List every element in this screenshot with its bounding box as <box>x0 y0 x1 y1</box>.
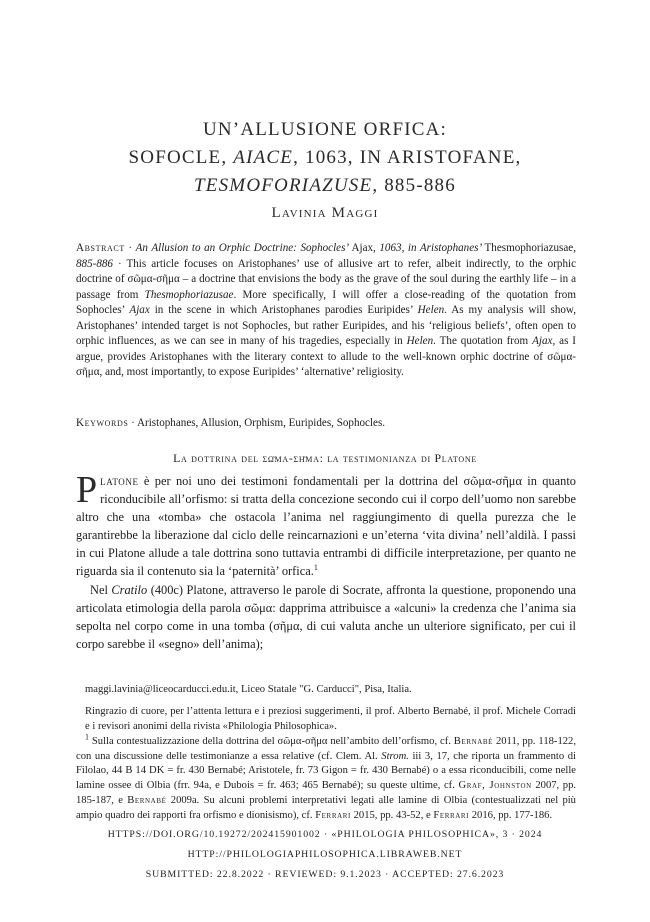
citation-author: Graf, Johnston <box>458 780 532 792</box>
abstract-text: Helen <box>417 304 445 316</box>
separator: · <box>124 242 136 254</box>
author-name: Lavinia Maggi <box>271 205 379 221</box>
paragraph-first-word: latone <box>100 474 139 488</box>
title-work-aiace: AIACE <box>233 147 294 168</box>
abstract-text: , as I argue, provides Aristophanes with the literary context to allude to the well-known orphic doctrine of σῶμα-σῆμα, and, most importantly, to expose Euripides’ ‘alternative’ religiosity. <box>76 335 576 378</box>
acknowledgments: Ringrazio di cuore, per l’attenta lettura e i preziosi suggerimenti, il prof. Alberto Bernabé, il prof. Michele Corradi e i revisori anonimi della rivista «Philologia Philosophica». <box>85 706 576 732</box>
doi-line[interactable]: HTTPS://DOI.ORG/10.19272/202415901002 · «PHILOLOGIA PHILOSOPHICA», 3 · 2024 <box>107 829 543 840</box>
paragraph-text: Nel <box>90 582 112 597</box>
footnote-text: 2011, pp. 118-122, con una discussione delle testimonianze a essa relative (cf. Clem. Al. <box>76 736 576 762</box>
footnote-text: Sulla contestualizzazione della dottrina del σῶμα-σῆμα nell’ambito dell’orfismo, cf. <box>89 736 454 747</box>
title-line-2 <box>60 145 590 170</box>
footnote-text: 2016, pp. 177-186. <box>469 809 553 821</box>
work-title-cratilo: Cratilo <box>111 582 148 597</box>
footnote-text: iii 3, 17, che riporta un frammento di Filolao, 44 B 14 DK = fr. 430 Bernabé; Aristotele, fr. 73 Gigon = fr. 430 Bernabé) o a essa riconducibili, come nelle lamine ossee di Olbia (frr. 94a, e Dubois = fr. 463; 465 Bernabé); su queste ultime, cf. <box>76 750 576 792</box>
citation-author: Ferrari <box>315 809 351 821</box>
paragraph-text: (400c) Platone, attraverso le parole di Socrate, affronta la questione, proponendo una articolata etimologia della parola σῶμα: dapprima attribuisce a «alcuni» la credenza che l’anima sia sepolta nel corpo come in una tomba (σῆμα, di cui valuta anche un ulteriore significato, per cui il corpo sarebbe il «segno» dell’anima); <box>76 582 577 651</box>
section-heading: La dottrina del σῶμα-σῆμα: la testimonianza di Platone <box>173 451 477 465</box>
abstract-text: Helen <box>406 335 434 347</box>
title-work-tesmoforiazuse: TESMOFORIAZUSE <box>194 175 373 196</box>
abstract-text: in the scene in which Aristophanes parodies Euripides’ <box>149 304 418 316</box>
abstract-text: · This article focuses on Aristophanes’ use of allusive art to refer, albeit indirectly, to the orphic doctrine of σῶμα-σῆμα – a doctrine that envisions the body as the grave of the soul during the earthly life – in a passage from <box>76 257 576 301</box>
work-title: Strom. <box>381 750 409 762</box>
title-text: SOFOCLE, <box>128 147 234 168</box>
abstract-title: Ajax <box>351 242 374 254</box>
abstract-label: Abstract <box>76 242 125 254</box>
abstract-title: Thesmophoriazusae <box>484 242 574 254</box>
journal-url[interactable]: HTTP://PHILOLOGIAPHILOSOPHICA.LIBRAWEB.NET <box>187 849 463 860</box>
abstract-title: An Allusion to an Orphic Doctrine: Sophocles’ <box>135 242 352 254</box>
submission-dates: SUBMITTED: 22.8.2022 · REVIEWED: 9.1.2023 · ACCEPTED: 27.6.2023 <box>145 869 505 880</box>
author-contact: maggi.lavinia@liceocarducci.edu.it, Liceo Statale "G. Carducci", Pisa, Italia. <box>85 684 412 695</box>
citation-author: Bernabé <box>453 736 494 747</box>
separator: · <box>128 417 138 429</box>
footnote-number: 1 <box>85 732 89 742</box>
footnote-ref[interactable]: 1 <box>313 563 318 573</box>
footnote-text: 2009a. Su alcuni problemi interpretativi legati alle lamine di Olbia (contestualizzati nel più ampio quadro dei rapporti fra orfismo e dionisismo), cf. <box>76 794 576 821</box>
keywords-label: Keywords <box>76 417 129 429</box>
body-text <box>76 469 577 653</box>
abstract-title: , 1063, in Aristophanes’ <box>373 242 485 254</box>
footnote-text: 2007, pp. 185-187, e <box>76 780 577 806</box>
citation-author: Bernabé <box>127 794 167 806</box>
abstract-text: . The quotation from <box>433 335 533 347</box>
citation-author: Ferrari <box>433 809 470 821</box>
paragraph <box>76 581 576 653</box>
title-line-3 <box>60 173 590 198</box>
title-text: , 885-886 <box>372 175 456 196</box>
abstract-title: , 885-886 <box>76 242 576 270</box>
title-line-1: UN’ALLUSIONE ORFICA: <box>202 119 448 140</box>
abstract <box>76 241 576 381</box>
paragraph <box>76 469 576 581</box>
abstract-text: Thesmophoriazusae <box>144 288 234 301</box>
footnote-1 <box>76 732 577 823</box>
title-text: , 1063, IN ARISTOFANE, <box>293 147 522 168</box>
keywords <box>76 416 576 432</box>
paragraph-text: è per noi uno dei testimoni fondamentali per la dottrina del σῶμα-σῆμα in quanto riconducibile all’orfismo: si tratta della concezione secondo cui il corpo dell’uomo non sarebbe altro che una «tomba» che ostacola l’anima nel raggiungimento di quella purezza che le garantirebbe la liberazione dal ciclo delle reincarnazioni e un’eterna ‘vita divina’ nell’aldilà. I passi in cui Platone allude a tale dottrina sono tuttavia entrambi di difficile interpretazione, per quanto ne riguarda sia il contenuto sia la ‘paternità’ orfica. <box>76 474 576 579</box>
footnote-text: 2015, pp. 43-52, e <box>350 809 434 821</box>
abstract-text: Ajax <box>129 304 150 316</box>
abstract-text: Ajax <box>532 335 553 347</box>
abstract-text: . More specifically, I will offer a close-reading of the quotation from Sophocles’ <box>76 288 576 316</box>
keywords-text: Aristophanes, Allusion, Orphism, Euripides, Sophocles. <box>137 417 386 429</box>
drop-cap: P <box>76 469 98 511</box>
abstract-text: . As my analysis will show, Aristophanes’ intended target is not Sophocles, but rather Euripides, and his ‘religious beliefs’, often open to orphic influences, as we can see in many of his tragedies, especially in <box>76 304 577 347</box>
